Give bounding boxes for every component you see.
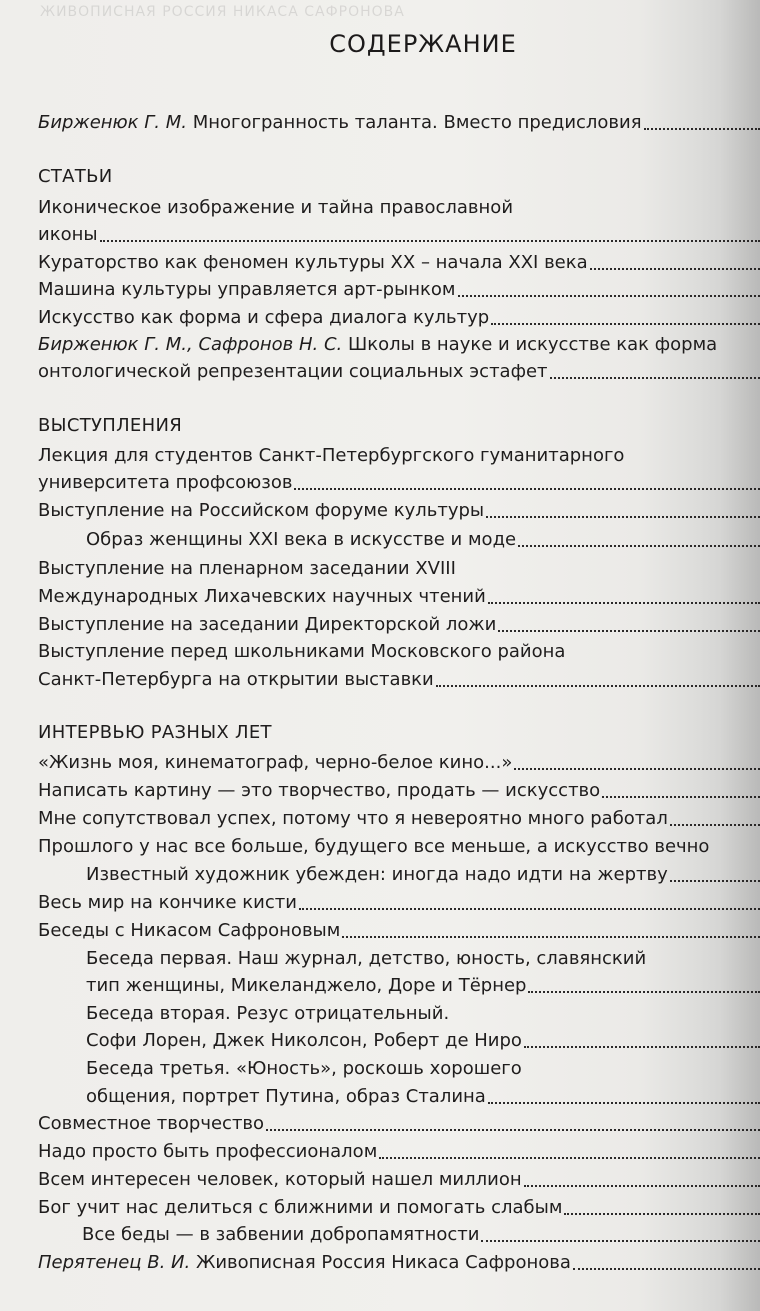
toc-entry[interactable]: Софи Лорен, Джек Николсон, Роберт де Ниро [86, 1028, 760, 1054]
toc-entry[interactable]: Совместное творчество [38, 1111, 760, 1137]
section-heading-speeches: ВЫСТУПЛЕНИЯ [38, 415, 183, 436]
toc-entry[interactable]: Кураторство как феномен культуры ХХ – начала XXI века [38, 250, 760, 276]
toc-entry[interactable]: Прошлого у нас все больше, будущего все меньше, а искусство вечно [38, 836, 710, 857]
toc-entry[interactable]: Беседа первая. Наш журнал, детство, юность, славянский [86, 948, 647, 969]
toc-entry[interactable]: Иконическое изображение и тайна православной [38, 197, 514, 218]
toc-entry[interactable] [38, 332, 760, 358]
entry-title: Школы в науке и искусстве как форма [348, 334, 718, 355]
toc-entry[interactable]: Бог учит нас делиться с ближними и помогать слабым [38, 1195, 760, 1221]
toc-entry[interactable]: Всем интересен человек, который нашел миллион [38, 1167, 760, 1193]
toc-entry-outro[interactable] [38, 1250, 760, 1276]
toc-entry[interactable]: «Жизнь моя, кинематограф, черно-белое кино...» [38, 750, 760, 776]
toc-entry[interactable]: Написать картину — это творчество, продать — искусство [38, 778, 760, 804]
toc-entry[interactable]: Выступление на Российском форуме культуры [38, 498, 760, 524]
toc-entry[interactable]: Международных Лихачевских научных чтений [38, 584, 760, 610]
toc-entry[interactable]: Беседа вторая. Резус отрицательный. [86, 1003, 450, 1024]
toc-entry[interactable]: Санкт-Петербурга на открытии выставки [38, 667, 760, 693]
entry-author: Бирженюк Г. М., Сафронов Н. С. [38, 334, 343, 355]
toc-entry[interactable]: Машина культуры управляется арт-рынком [38, 277, 760, 303]
toc-entry[interactable]: Лекция для студентов Санкт-Петербургского гуманитарного [38, 445, 625, 466]
section-heading-interviews: ИНТЕРВЬЮ РАЗНЫХ ЛЕТ [38, 722, 272, 743]
page-title: СОДЕРЖАНИЕ [329, 30, 517, 58]
entry-author: Перятенец В. И. [38, 1252, 191, 1273]
toc-entry[interactable]: Выступление перед школьниками Московского района [38, 641, 566, 662]
toc-entry[interactable]: онтологической репрезентации социальных эстафет [38, 359, 760, 385]
toc-entry[interactable]: Все беды — в забвении добропамятности [82, 1222, 760, 1248]
toc-entry[interactable]: Мне сопутствовал успех, потому что я невероятно много работал [38, 806, 760, 832]
toc-entry[interactable]: Беседа третья. «Юность», роскошь хорошего [86, 1058, 522, 1079]
toc-entry[interactable]: Искусство как форма и сфера диалога культур [38, 305, 760, 331]
entry-title: Многогранность таланта. Вместо предисловия [192, 112, 642, 133]
toc-entry[interactable]: Надо просто быть профессионалом [38, 1139, 760, 1165]
running-head: ЖИВОПИСНАЯ РОССИЯ НИКАСА САФРОНОВА [40, 4, 405, 20]
toc-entry[interactable]: Выступление на пленарном заседании XVIII [38, 558, 456, 579]
entry-title: Живописная Россия Никаса Сафронова [195, 1252, 571, 1273]
toc-entry[interactable]: Выступление на заседании Директорской ложи [38, 612, 760, 638]
toc-entry[interactable]: университета профсоюзов [38, 470, 760, 496]
page-edge-shadow [720, 0, 760, 1311]
toc-entry[interactable]: общения, портрет Путина, образ Сталина [86, 1084, 760, 1110]
toc-entry[interactable]: Известный художник убежден: иногда надо идти на жертву [86, 862, 760, 888]
toc-entry[interactable]: иконы [38, 222, 760, 248]
toc-entry[interactable]: Весь мир на кончике кисти [38, 890, 760, 916]
toc-entry[interactable]: Образ женщины XXI века в искусстве и моде [86, 527, 760, 553]
entry-author: Бирженюк Г. М. [38, 112, 188, 133]
toc-entry-intro[interactable] [38, 110, 760, 136]
toc-entry[interactable]: тип женщины, Микеланджело, Доре и Тёрнер [86, 973, 760, 999]
section-heading-articles: СТАТЬИ [38, 166, 113, 187]
toc-entry[interactable]: Беседы с Никасом Сафроновым [38, 918, 760, 944]
